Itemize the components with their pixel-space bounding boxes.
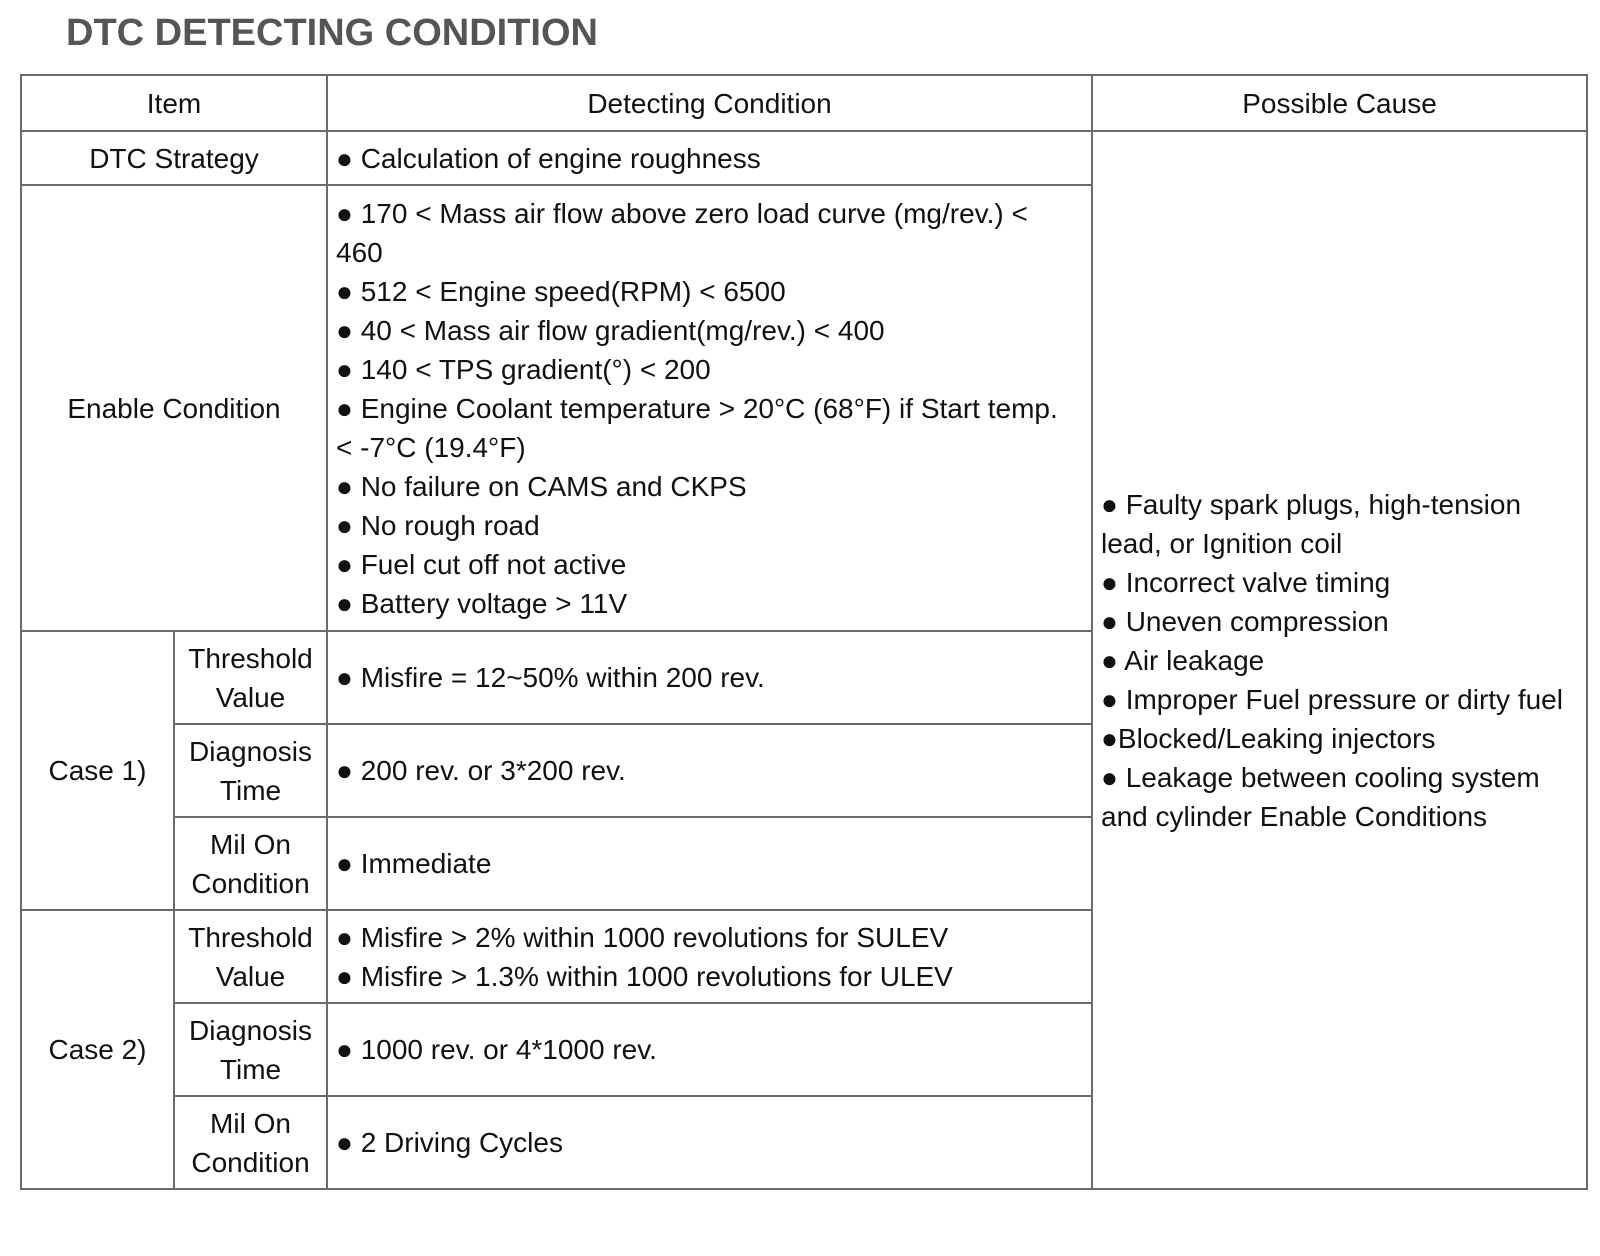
possible-cause-cell <box>1092 131 1587 1189</box>
condition-line: ● 140 < TPS gradient(°) < 200 <box>336 353 711 385</box>
case2-diagnosis-item: Diagnosis Time <box>174 1003 327 1096</box>
page-title: DTC DETECTING CONDITION <box>66 12 598 54</box>
condition-line: ● Battery voltage > 11V <box>336 587 628 619</box>
cause-line: ● Air leakage <box>1101 644 1265 676</box>
condition-line: ● Misfire > 2% within 1000 revolutions for SULEV <box>336 921 949 953</box>
cause-line: ● Uneven compression <box>1101 605 1389 637</box>
condition-line: ● Misfire > 1.3% within 1000 revolutions for ULEV <box>336 960 953 992</box>
cause-line: ●Blocked/Leaking injectors <box>1101 722 1436 754</box>
case1-threshold-item: Threshold Value <box>174 631 327 724</box>
condition-line: ● Engine Coolant temperature > 20°C (68°F) if Start temp. < -7°C (19.4°F) <box>336 392 1058 463</box>
condition-line: ● Calculation of engine roughness <box>336 142 761 174</box>
header-detecting-condition: Detecting Condition <box>327 75 1092 131</box>
condition-line: ● No rough road <box>336 509 540 541</box>
condition-cell-case2-mil <box>327 1096 1092 1189</box>
header-possible-cause: Possible Cause <box>1092 75 1587 131</box>
condition-line: ● 200 rev. or 3*200 rev. <box>336 755 626 786</box>
condition-cell-case1-threshold <box>327 631 1092 724</box>
cause-line: ● Incorrect valve timing <box>1101 566 1391 598</box>
cause-line: ● Leakage between cooling system and cylinder Enable Conditions <box>1101 761 1540 832</box>
cause-line: ● Faulty spark plugs, high-tension lead, or Ignition coil <box>1101 488 1522 559</box>
table-row-dtc-strategy <box>21 131 1587 185</box>
condition-line: ● Fuel cut off not active <box>336 548 627 580</box>
condition-line: ● Misfire = 12~50% within 200 rev. <box>336 662 765 693</box>
condition-cell-case2-diagnosis <box>327 1003 1092 1096</box>
condition-line: ● 512 < Engine speed(RPM) < 6500 <box>336 275 786 307</box>
item-enable-condition: Enable Condition <box>21 185 327 631</box>
condition-line: ● No failure on CAMS and CKPS <box>336 470 747 502</box>
header-item: Item <box>21 75 327 131</box>
case2-mil-item: Mil On Condition <box>174 1096 327 1189</box>
condition-line: ● 2 Driving Cycles <box>336 1127 563 1158</box>
cause-line: ● Improper Fuel pressure or dirty fuel <box>1101 683 1563 715</box>
case2-label: Case 2) <box>21 910 174 1189</box>
case1-mil-item: Mil On Condition <box>174 817 327 910</box>
item-dtc-strategy: DTC Strategy <box>21 131 327 185</box>
condition-line: ● 170 < Mass air flow above zero load curve (mg/rev.) < 460 <box>336 197 1028 268</box>
condition-cell-case2-threshold <box>327 910 1092 1003</box>
case1-label: Case 1) <box>21 631 174 910</box>
condition-cell-dtc-strategy <box>327 131 1092 185</box>
case2-threshold-item: Threshold Value <box>174 910 327 1003</box>
dtc-detecting-condition-table <box>20 74 1588 1190</box>
condition-line: ● 1000 rev. or 4*1000 rev. <box>336 1034 657 1065</box>
condition-cell-case1-mil <box>327 817 1092 910</box>
case1-diagnosis-item: Diagnosis Time <box>174 724 327 817</box>
condition-line: ● Immediate <box>336 848 492 879</box>
condition-cell-enable <box>327 185 1092 631</box>
header-row <box>21 75 1587 131</box>
condition-cell-case1-diagnosis <box>327 724 1092 817</box>
condition-line: ● 40 < Mass air flow gradient(mg/rev.) < 400 <box>336 314 885 346</box>
